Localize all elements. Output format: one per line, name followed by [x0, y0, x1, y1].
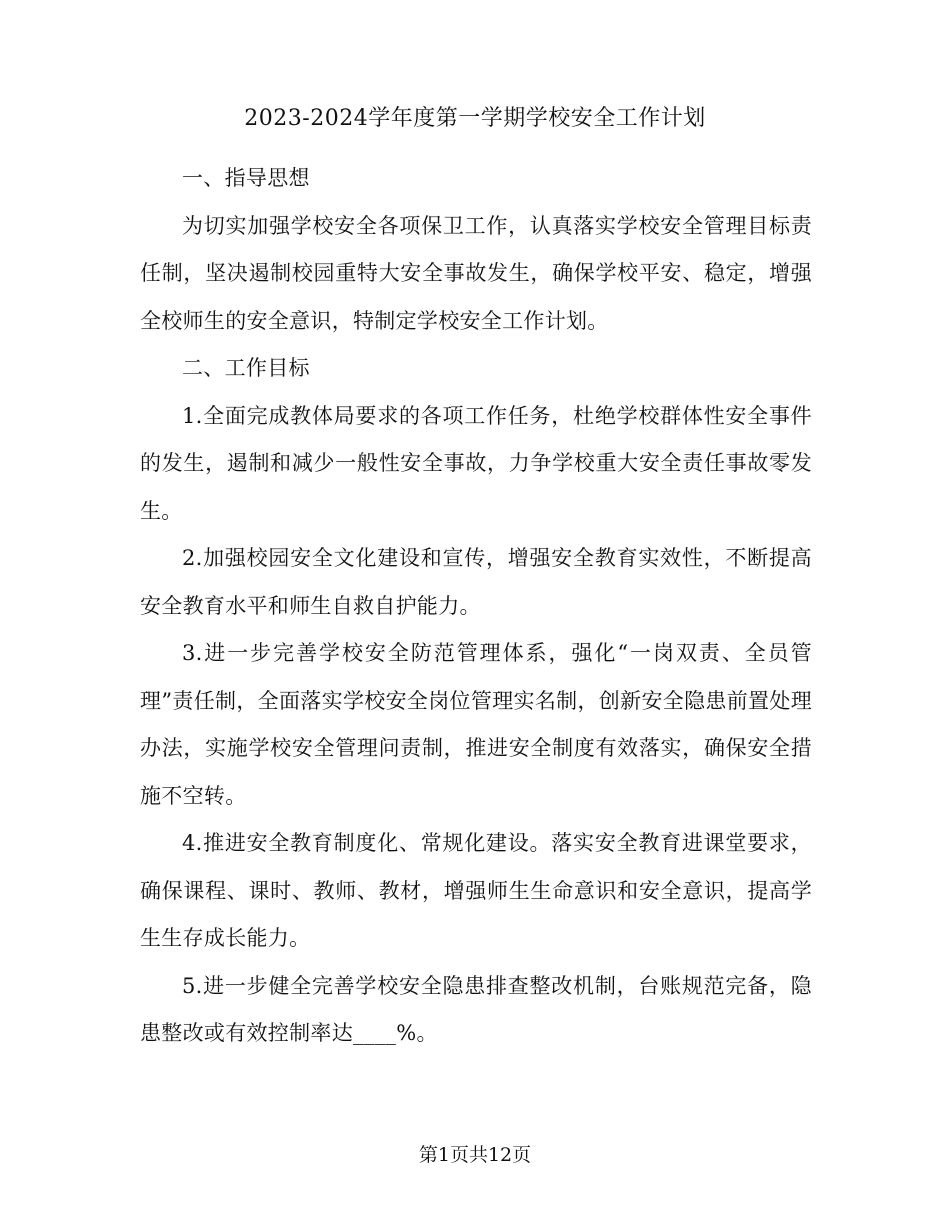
goal-item-3: 3.进一步完善学校安全防范管理体系，强化“一岗双责、全员管理”责任制，全面落实学校安全岗位管理实名制，创新安全隐患前置处理办法，实施学校安全管理问责制，推进安全制度有效落实，确保安全措施不空转。	[140, 641, 812, 808]
goal-item-4: 4.推进安全教育制度化、常规化建设。落实安全教育进课堂要求，确保课程、课时、教师、教材，增强师生生命意识和安全意识，提高学生生存成长能力。	[140, 831, 812, 950]
document-title: 2023-2024学年度第一学期学校安全工作计划	[244, 106, 706, 131]
goal-item-5: 5.进一步健全完善学校安全隐患排查整改机制，台账规范完备，隐患整改或有效控制率达____%。	[140, 973, 812, 1045]
goal-item-2: 2.加强校园安全文化建设和宣传，增强安全教育实效性，不断提高安全教育水平和师生自救自护能力。	[140, 546, 812, 618]
page-number-footer: 第1页共12页	[418, 1144, 532, 1166]
section-heading-guiding-ideology: 一、指导思想	[182, 166, 310, 190]
goal-item-1: 1.全面完成教体局要求的各项工作任务，杜绝学校群体性安全事件的发生，遏制和减少一般性安全事故，力争学校重大安全责任事故零发生。	[140, 403, 812, 523]
document-body	[140, 155, 812, 1058]
section-heading-work-goals: 二、工作目标	[182, 356, 310, 380]
paragraph-guiding-ideology: 为切实加强学校安全各项保卫工作，认真落实学校安全管理目标责任制，坚决遏制校园重特大安全事故发生，确保学校平安、稳定，增强全校师生的安全意识，特制定学校安全工作计划。	[140, 213, 812, 333]
